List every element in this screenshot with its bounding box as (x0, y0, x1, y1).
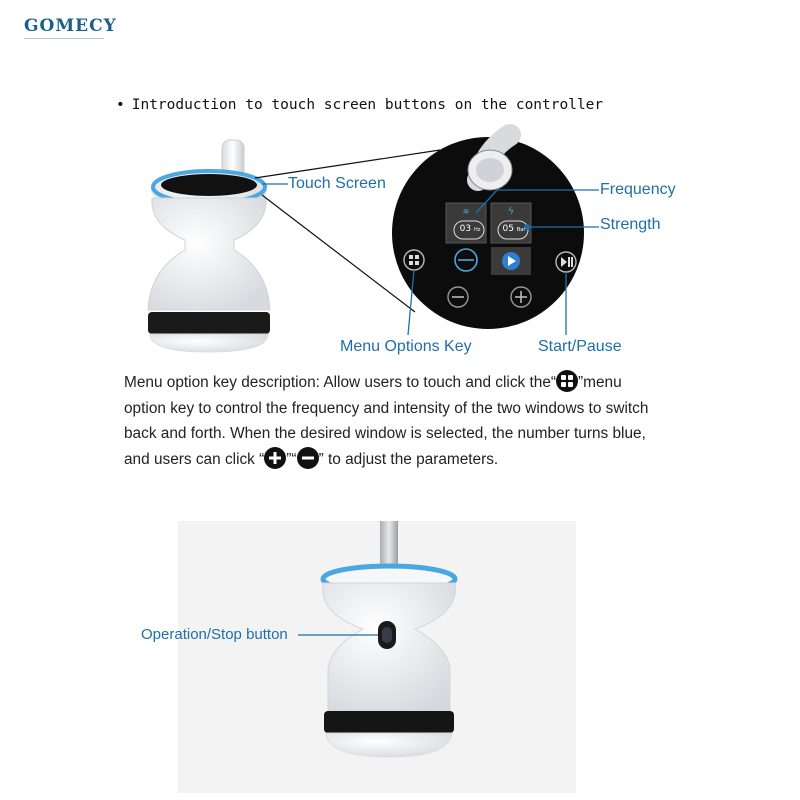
strength-value: 05 (502, 224, 514, 234)
description-line-3: back and forth. When the desired window is selected, the number turns blue, (124, 425, 646, 443)
label-touch-screen: Touch Screen (288, 175, 386, 192)
label-frequency: Frequency (600, 181, 676, 198)
plus-icon (264, 447, 286, 469)
grid-icon (556, 370, 578, 392)
label-start-pause: Start/Pause (538, 338, 622, 355)
zoomed-screen (392, 135, 584, 329)
frequency-value: 03 (459, 224, 472, 234)
minus-icon (297, 447, 319, 469)
small-device (148, 140, 270, 352)
frequency-unit: Hz (473, 227, 481, 233)
intro-text: Introduction to touch screen buttons on the controller (131, 97, 604, 113)
frequency-readout (455, 224, 485, 234)
controller-illustration (0, 0, 800, 370)
description-text: ”“ (286, 450, 297, 468)
label-operation-stop-button: Operation/Stop button (141, 626, 288, 643)
svg-text:≋: ≋ (462, 207, 470, 216)
zoom-line-top (255, 150, 440, 178)
bullet: • (116, 97, 125, 113)
label-strength: Strength (600, 216, 661, 233)
strength-unit: Bar (516, 227, 526, 233)
device-photo (178, 521, 576, 793)
description-text: and users can click “ (124, 450, 265, 468)
zoom-line-bottom (262, 195, 415, 312)
svg-text:ϟ: ϟ (508, 207, 514, 217)
description-line-1 (124, 370, 684, 396)
description-text: ”menu (578, 374, 622, 391)
label-menu-options-key: Menu Options Key (340, 338, 472, 355)
strength-readout (499, 224, 529, 234)
description-line-2: option key to control the frequency and intensity of the two windows to switch (124, 399, 649, 417)
menu-key-description (124, 370, 684, 472)
description-text: Menu option key description: Allow users to touch and click the“ (124, 374, 557, 391)
brand-logo: GOMECY (24, 16, 117, 36)
description-text: ” to adjust the parameters. (318, 450, 499, 468)
description-line-4 (124, 447, 684, 473)
full-device-illustration (178, 521, 576, 793)
